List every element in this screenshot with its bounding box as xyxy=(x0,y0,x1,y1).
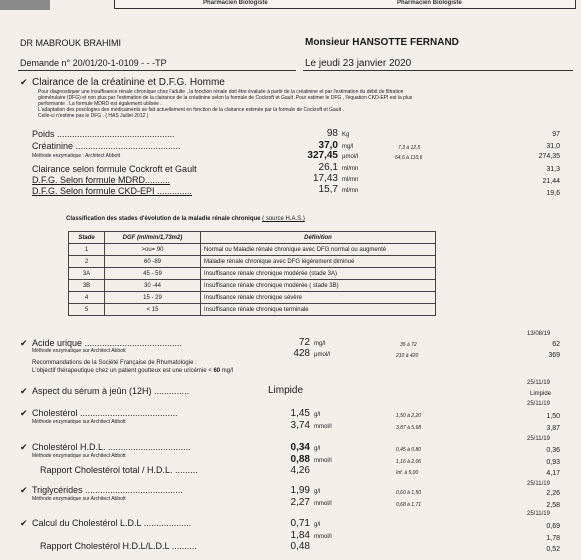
reference-range: 1,16 à 2,06 xyxy=(396,459,422,465)
table-cell: 30 -44 xyxy=(105,280,201,292)
table-row xyxy=(69,256,436,268)
previous-value: 97 xyxy=(552,131,560,138)
method-note: Méthode enzymatique sur Architect Abbott xyxy=(32,496,126,502)
table-cell: Maladie rénale chronique avec DFG légèrement diminué xyxy=(201,256,436,268)
result-unit: g/l xyxy=(314,412,321,418)
classification-title-text: Classification des stades d'évolution de la maladie rénale chronique xyxy=(66,216,261,222)
previous-date: 25/11/19 xyxy=(527,511,550,517)
reference-range: Inf. à 5,00 xyxy=(396,470,419,476)
result-label: Cholestérol ....................................... xyxy=(32,408,178,418)
result-unit: mmol/l xyxy=(314,501,332,507)
method-note: Méthode enzymatique sur Architect Abbott xyxy=(32,348,126,354)
doctor-name: DR MABROUK BRAHIMI xyxy=(20,38,122,48)
table-cell: 3A xyxy=(69,268,105,280)
result-unit: µmol/l xyxy=(342,154,359,160)
result-label: D.F.G. Selon formule CKD-EPI .............. xyxy=(32,186,193,196)
request-number: Demande n° 20/01/20-1-0109 - - -TP xyxy=(20,58,167,68)
table-row xyxy=(69,292,436,304)
result-value: 1,84 xyxy=(290,530,310,541)
divider-right xyxy=(303,70,573,71)
note-line xyxy=(32,368,233,374)
reference-range: 0,60 à 1,50 xyxy=(396,490,422,496)
result-value: 3,74 xyxy=(290,420,310,431)
table-cell: Insuffisance rénale chronique modérée (stade 3A) xyxy=(201,268,436,280)
result-unit: ml/mn xyxy=(342,188,359,194)
result-unit: mmol/l xyxy=(314,534,332,540)
result-label: Rapport Cholestérol H.D.L/L.D.L .......... xyxy=(40,541,197,551)
previous-value: 21,44 xyxy=(542,178,560,185)
column-header: Stade xyxy=(69,232,105,244)
reference-range: 7,3 à 12,5 xyxy=(398,145,421,151)
result-label: Triglycérides ....................................... xyxy=(32,485,183,495)
previous-value: 0,52 xyxy=(546,546,560,553)
table-cell: < 15 xyxy=(105,304,201,316)
reference-range: 3,87 à 5,68 xyxy=(396,425,422,431)
result-value: Limpide xyxy=(268,385,304,396)
check-icon: ✔ xyxy=(20,386,28,396)
result-label: Aspect du sérum à jeûn (12H) .............. xyxy=(32,386,190,396)
check-icon: ✔ xyxy=(20,485,28,495)
table-row xyxy=(69,280,436,292)
signature-right: Pharmacien Biologiste xyxy=(397,0,462,6)
previous-value: 31,3 xyxy=(546,166,560,173)
previous-date: 25/11/19 xyxy=(527,401,550,407)
result-label: Clairance selon formule Cockroft et Gault xyxy=(32,164,197,174)
previous-value: 2,26 xyxy=(546,490,560,497)
result-value: 1,99 xyxy=(290,485,310,496)
table-cell: 60 -89 xyxy=(105,256,201,268)
reference-range: 0,45 à 0,80 xyxy=(396,447,422,453)
table-row xyxy=(69,304,436,316)
reference-range: 1,50 à 2,20 xyxy=(396,413,422,419)
result-label: Cholestérol H.D.L. ................................. xyxy=(32,442,191,452)
method-note: Méthode enzymatique : Architect Abbott xyxy=(32,153,121,159)
result-unit: mmol/l xyxy=(314,458,332,464)
table-cell: 5 xyxy=(69,304,105,316)
result-value: 26,1 xyxy=(318,162,338,173)
previous-value: 274,35 xyxy=(538,153,560,160)
signature-left: Pharmacien Biologiste xyxy=(203,0,268,6)
result-label: Calcul du Cholestérol L.D.L ................... xyxy=(32,518,192,528)
section-title: Clairance de la créatinine et D.F.G. Homme xyxy=(32,77,225,88)
result-unit: Kg xyxy=(342,132,350,138)
result-label: Poids ............................................... xyxy=(32,129,175,139)
reference-range: 0,68 à 1,71 xyxy=(396,502,422,508)
previous-value: 4,17 xyxy=(546,470,560,477)
result-label: Acide urique ....................................... xyxy=(32,338,183,348)
result-unit: µmol/l xyxy=(314,352,331,358)
check-icon: ✔ xyxy=(20,338,28,348)
method-note: Méthode enzymatique sur Architect Abbott xyxy=(32,419,126,425)
check-icon: ✔ xyxy=(20,442,28,452)
table-cell: 3B xyxy=(69,280,105,292)
table-row xyxy=(69,244,436,256)
result-unit: mmol/l xyxy=(314,424,332,430)
report-date: Le jeudi 23 janvier 2020 xyxy=(305,58,412,69)
column-header: DGF (ml/min/1,73m2) xyxy=(105,232,201,244)
result-value: 98 xyxy=(326,128,338,139)
previous-value: 1,78 xyxy=(546,535,560,542)
note-unit: mg/l xyxy=(221,368,234,374)
intro-line: Pour diagnostiquer une insuffisance rénale chronique chez l'adulte , la fonction rénale doit être évaluée à partir de la créatinine et par l'estimation du débit de filtration xyxy=(38,89,404,95)
intro-line: L'adaptation des posologies des médicaments se fait actuellement en fonction de la clairance estimée par la formule de Cockroft et Gault . xyxy=(38,107,344,113)
result-unit: ml/mn xyxy=(342,166,359,172)
divider-left xyxy=(18,70,296,71)
previous-value: 19,6 xyxy=(546,190,560,197)
result-unit: mg/l xyxy=(342,144,354,150)
previous-date: 13/08/19 xyxy=(527,331,551,337)
result-value: 327,45 xyxy=(307,150,338,161)
table-cell: Insuffisance rénale chronique terminale xyxy=(201,304,436,316)
header-stamp xyxy=(0,0,50,10)
result-label: D.F.G. Selon formule MDRD.......... xyxy=(32,175,171,185)
previous-value: 62 xyxy=(552,341,560,348)
previous-value: 3,87 xyxy=(546,425,560,432)
classification-source: ( source H.A.S.) xyxy=(262,216,305,222)
result-value: 15,7 xyxy=(318,184,338,195)
result-value: 0,34 xyxy=(290,442,310,453)
check-icon: ✔ xyxy=(20,77,28,87)
reference-range: 35 à 72 xyxy=(400,342,417,348)
result-label: Rapport Cholestérol total / H.D.L. ......... xyxy=(40,465,198,475)
result-unit: g/l xyxy=(314,446,321,452)
previous-value: 1,50 xyxy=(546,413,560,420)
note-threshold: 60 xyxy=(213,368,221,374)
check-icon: ✔ xyxy=(20,518,28,528)
result-unit: mg/l xyxy=(314,341,326,347)
table-cell: 15 - 29 xyxy=(105,292,201,304)
intro-line: Celle-ci n'estime pas le DFG . ( HAS Juillet 2012 ) xyxy=(38,113,149,119)
table-cell: 1 xyxy=(69,244,105,256)
previous-date: 25/11/19 xyxy=(527,436,550,442)
table-cell: 4 xyxy=(69,292,105,304)
previous-value: 369 xyxy=(548,352,560,359)
result-value: 0,88 xyxy=(290,454,310,465)
column-header: Définition xyxy=(201,232,436,244)
result-value: 4,26 xyxy=(290,465,310,476)
previous-value: 0,36 xyxy=(546,447,560,454)
result-value: 37,0 xyxy=(318,140,338,151)
result-value: 0,48 xyxy=(290,541,310,552)
note-line: Recommandations de la Société Française de Rhumatologie : xyxy=(32,360,197,366)
table-cell: Insuffisance rénale chronique sévère xyxy=(201,292,436,304)
result-value: 0,71 xyxy=(290,518,310,529)
patient-name: Monsieur HANSOTTE FERNAND xyxy=(305,37,459,48)
previous-value: 0,93 xyxy=(546,459,560,466)
result-value: 2,27 xyxy=(290,497,310,508)
note-text: L'objectif thérapeutique chez un patient goutteux est une uricémie < xyxy=(32,368,212,374)
table-row xyxy=(69,268,436,280)
table-cell: 45 - 59 xyxy=(105,268,201,280)
result-value: 17,43 xyxy=(312,173,338,184)
classification-table xyxy=(68,231,436,316)
result-value: 428 xyxy=(293,348,310,359)
result-unit: g/l xyxy=(314,489,321,495)
intro-line: performante . La formule MDRD est également utilisée . xyxy=(38,101,162,107)
check-icon: ✔ xyxy=(20,408,28,418)
method-note: Méthode enzymatique sur Architect Abbott xyxy=(32,453,126,459)
reference-range: 210 à 420 xyxy=(396,353,419,359)
reference-range: 64,6 à 110,6 xyxy=(395,155,423,161)
table-cell: Normal ou Maladie rénale chronique avec DFG normal ou augmenté xyxy=(201,244,436,256)
result-unit: g/l xyxy=(314,522,321,528)
previous-date: 25/11/19 xyxy=(527,380,550,386)
table-cell: Insuffisance rénale chronique modérée ( stade 3B) xyxy=(201,280,436,292)
result-label: Créatinine .......................................... xyxy=(32,141,181,151)
table-cell: 2 xyxy=(69,256,105,268)
classification-title xyxy=(66,216,305,222)
table-header-row xyxy=(69,232,436,244)
previous-value: 31,0 xyxy=(546,143,560,150)
signature-box xyxy=(114,0,576,9)
result-value: 72 xyxy=(298,337,310,348)
table-cell: >ou= 90 xyxy=(105,244,201,256)
result-value: 1,45 xyxy=(290,408,310,419)
previous-value: 0,69 xyxy=(546,523,560,530)
previous-value: 2,58 xyxy=(546,502,560,509)
result-unit: ml/mn xyxy=(342,177,359,183)
intro-line: glomérulaire (DFG) et non plus par l'estimation de la clairance de la créatinine selon la formule de Cockroft et Gault .Pour estimer le DFG , l'équation CKD-EPI est la plus xyxy=(38,95,413,101)
previous-value: Limpide xyxy=(530,391,552,397)
previous-date: 25/11/19 xyxy=(527,481,550,487)
